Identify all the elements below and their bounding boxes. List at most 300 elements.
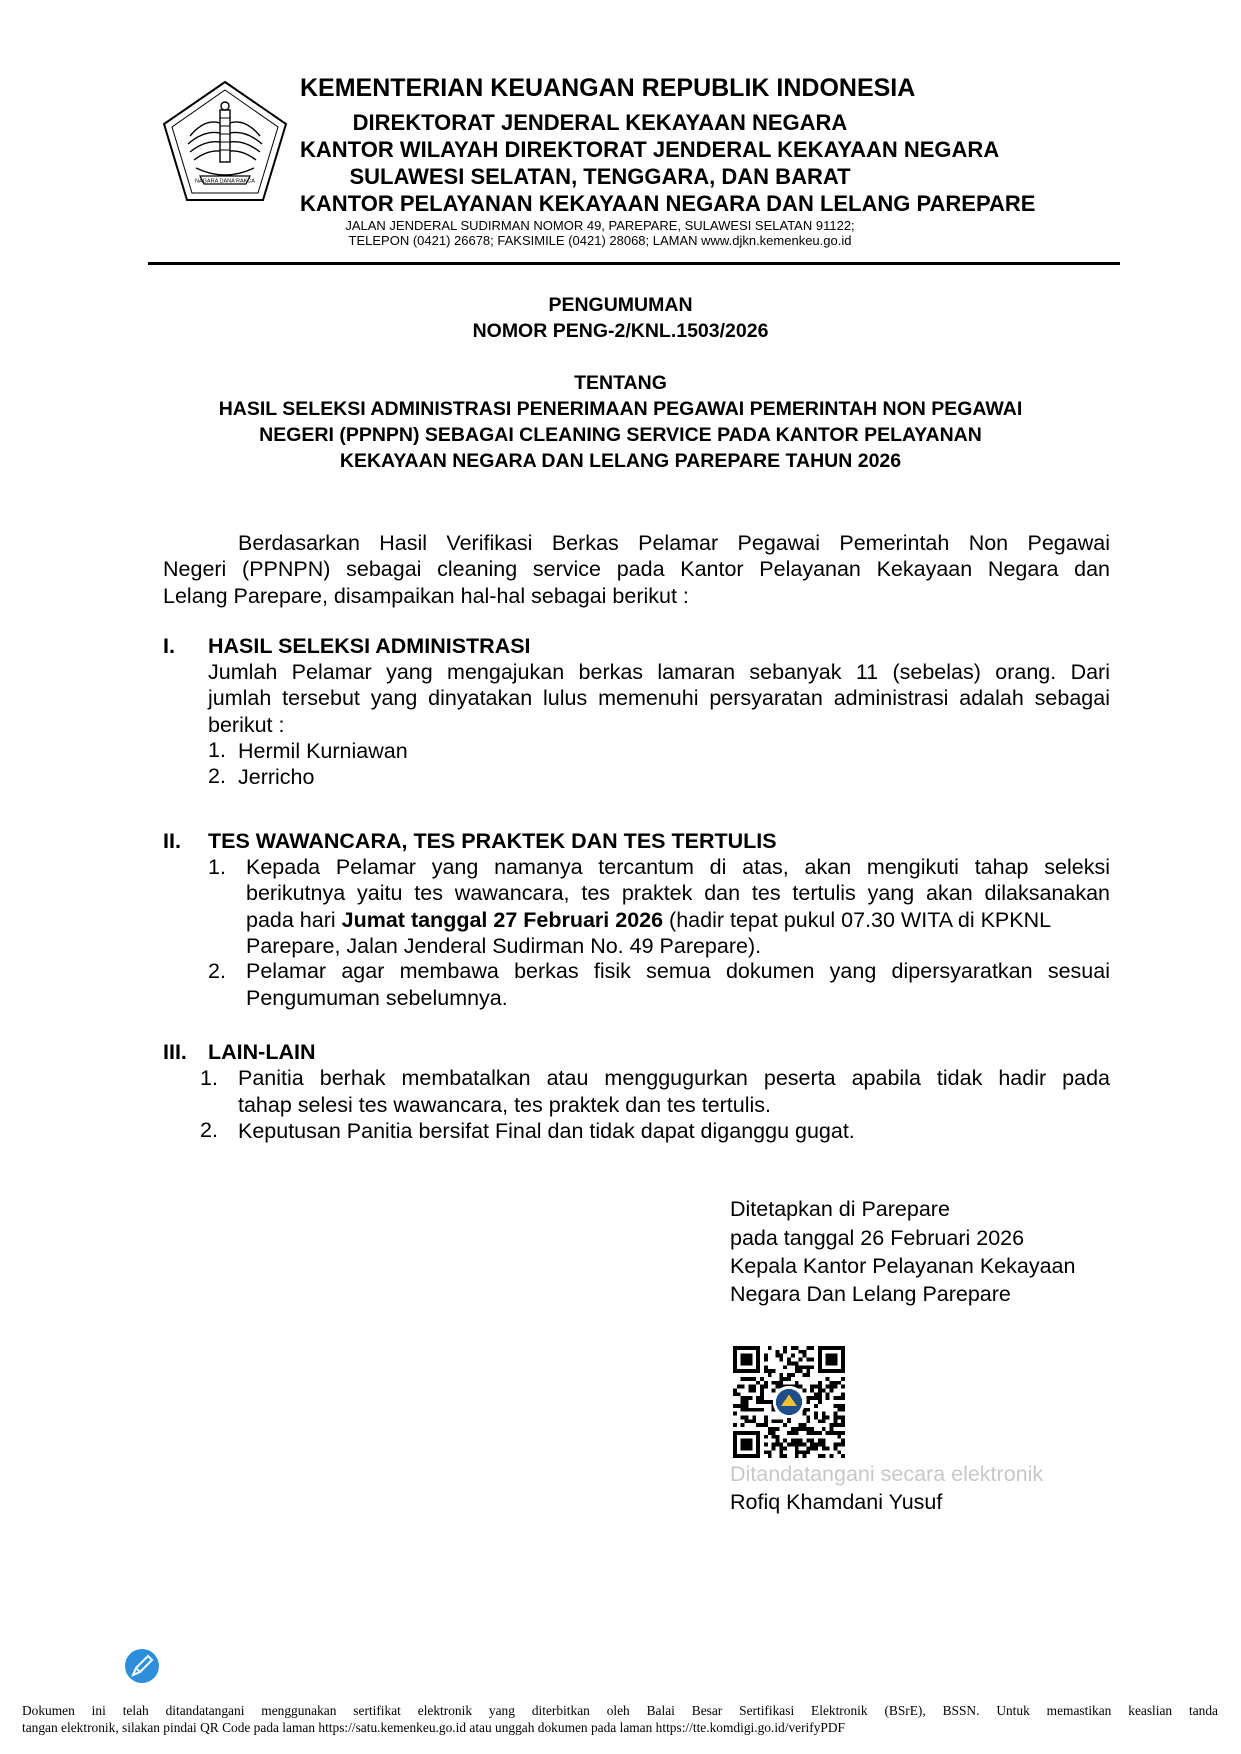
- qr-module: [814, 1416, 818, 1420]
- qr-module: [795, 1439, 799, 1443]
- qr-module: [764, 1354, 768, 1358]
- qr-module: [764, 1369, 768, 1373]
- qr-module: [791, 1431, 795, 1435]
- qr-module: [826, 1377, 830, 1381]
- qr-module: [760, 1400, 764, 1404]
- qr-module: [841, 1431, 845, 1435]
- qr-module: [803, 1365, 807, 1369]
- qr-module: [752, 1388, 756, 1392]
- qr-module: [772, 1446, 776, 1450]
- qr-module: [741, 1416, 745, 1420]
- qr-module: [733, 1412, 737, 1416]
- text-run: (hadir tepat pukul 07.30 WITA di KPKNL: [663, 908, 1052, 932]
- qr-module: [795, 1446, 799, 1450]
- qr-module: [841, 1408, 845, 1412]
- qr-module: [806, 1431, 810, 1435]
- qr-module: [791, 1354, 795, 1358]
- qr-module: [764, 1419, 768, 1423]
- qr-module: [779, 1446, 783, 1450]
- qr-module: [818, 1381, 822, 1385]
- qr-module: [822, 1416, 826, 1420]
- qr-module: [741, 1423, 745, 1427]
- qr-module: [810, 1439, 814, 1443]
- qr-module: [830, 1381, 834, 1385]
- qr-module: [841, 1385, 845, 1389]
- qr-module: [748, 1396, 752, 1400]
- signature-place: Ditetapkan di Parepare: [730, 1197, 950, 1221]
- list-number: 1.: [208, 855, 226, 879]
- qr-module: [818, 1396, 822, 1400]
- qr-module: [799, 1423, 803, 1427]
- qr-module: [779, 1354, 783, 1358]
- intro-line: Lelang Parepare, disampaikan hal-hal sebagai berikut :: [163, 584, 689, 608]
- qr-module: [752, 1416, 756, 1420]
- qr-module: [799, 1358, 803, 1362]
- qr-module: [822, 1419, 826, 1423]
- qr-module: [779, 1419, 783, 1423]
- qr-module: [795, 1427, 799, 1431]
- qr-module: [745, 1416, 749, 1420]
- qr-module: [822, 1446, 826, 1450]
- qr-module: [795, 1346, 799, 1350]
- qr-module: [779, 1450, 783, 1454]
- qr-module: [818, 1431, 822, 1435]
- qr-module: [826, 1431, 830, 1435]
- section2-item-line: Parepare, Jalan Jenderal Sudirman No. 49 Parepare).: [246, 934, 762, 958]
- qr-module: [833, 1446, 837, 1450]
- qr-module: [787, 1443, 791, 1447]
- letterhead-divider: [148, 262, 1120, 265]
- regional-office: KANTOR WILAYAH DIREKTORAT JENDERAL KEKAYAAN NEGARA: [300, 137, 1000, 162]
- qr-module: [833, 1443, 837, 1447]
- qr-module: [756, 1423, 760, 1427]
- qr-module: [806, 1369, 810, 1373]
- qr-module: [814, 1392, 818, 1396]
- qr-module: [752, 1408, 756, 1412]
- qr-module: [764, 1400, 768, 1404]
- qr-module: [822, 1443, 826, 1447]
- qr-module: [837, 1404, 841, 1408]
- qr-module: [833, 1416, 837, 1420]
- qr-module: [741, 1385, 745, 1389]
- qr-module: [841, 1396, 845, 1400]
- qr-module: [837, 1435, 841, 1439]
- qr-module: [814, 1443, 818, 1447]
- qr-module: [810, 1396, 814, 1400]
- qr-module: [783, 1377, 787, 1381]
- qr-module: [833, 1412, 837, 1416]
- qr-module: [787, 1361, 791, 1365]
- qr-module: [756, 1396, 760, 1400]
- qr-module: [841, 1416, 845, 1420]
- qr-module: [818, 1439, 822, 1443]
- qr-module: [764, 1423, 768, 1427]
- qr-module: [810, 1358, 814, 1362]
- qr-module: [803, 1350, 807, 1354]
- qr-module: [787, 1419, 791, 1423]
- qr-module: [764, 1385, 768, 1389]
- qr-module: [803, 1450, 807, 1454]
- ministry-name: KEMENTERIAN KEUANGAN REPUBLIK INDONESIA: [300, 74, 916, 102]
- qr-module: [830, 1431, 834, 1435]
- qr-module: [760, 1396, 764, 1400]
- qr-module: [787, 1377, 791, 1381]
- qr-module: [799, 1427, 803, 1431]
- qr-module: [741, 1408, 745, 1412]
- qr-module: [837, 1431, 841, 1435]
- qr-module: [837, 1408, 841, 1412]
- qr-module: [833, 1385, 837, 1389]
- qr-module: [803, 1443, 807, 1447]
- qr-module: [775, 1439, 779, 1443]
- qr-module: [760, 1392, 764, 1396]
- qr-module: [830, 1385, 834, 1389]
- qr-module: [795, 1365, 799, 1369]
- signature-date: pada tanggal 26 Februari 2026: [730, 1226, 1025, 1250]
- qr-module: [806, 1439, 810, 1443]
- qr-module: [837, 1396, 841, 1400]
- qr-module: [814, 1431, 818, 1435]
- qr-module: [833, 1431, 837, 1435]
- qr-module: [814, 1385, 818, 1389]
- qr-module: [837, 1416, 841, 1420]
- qr-module: [803, 1373, 807, 1377]
- qr-module: [756, 1400, 760, 1404]
- qr-module: [818, 1454, 822, 1458]
- qr-module: [741, 1377, 745, 1381]
- qr-module: [806, 1396, 810, 1400]
- qr-module: [806, 1419, 810, 1423]
- section-title: TES WAWANCARA, TES PRAKTEK DAN TES TERTULIS: [208, 829, 777, 853]
- announcement-subject-line: KEKAYAAN NEGARA DAN LELANG PAREPARE TAHUN 2026: [339, 450, 902, 472]
- section3-item-line: tahap selesi tes wawancara, tes praktek dan tes tertulis.: [238, 1093, 771, 1117]
- qr-module: [806, 1450, 810, 1454]
- qr-module: [826, 1392, 830, 1396]
- qr-module: [841, 1404, 845, 1408]
- text-run: pada hari: [246, 908, 342, 932]
- qr-module: [841, 1423, 845, 1427]
- qr-module: [806, 1416, 810, 1420]
- signer-position: Kepala Kantor Pelayanan Kekayaan: [730, 1254, 1076, 1278]
- qr-module: [803, 1388, 807, 1392]
- qr-module: [803, 1423, 807, 1427]
- qr-module: [748, 1377, 752, 1381]
- office-address: JALAN JENDERAL SUDIRMAN NOMOR 49, PAREPARE, SULAWESI SELATAN 91122;: [345, 218, 855, 233]
- qr-module: [741, 1396, 745, 1400]
- qr-module: [768, 1450, 772, 1454]
- list-number: 1.: [200, 1066, 218, 1090]
- qr-module: [779, 1381, 783, 1385]
- qr-module: [841, 1439, 845, 1443]
- qr-module: [760, 1385, 764, 1389]
- qr-module: [779, 1454, 783, 1458]
- intro-line: Berdasarkan Hasil Verifikasi Berkas Pelamar Pegawai Pemerintah Non Pegawai: [238, 531, 1110, 555]
- qr-module: [841, 1419, 845, 1423]
- qr-module: [799, 1385, 803, 1389]
- qr-module: [764, 1365, 768, 1369]
- qr-module: [745, 1408, 749, 1412]
- svg-text:NAGARA DANA RAKCA: NAGARA DANA RAKCA: [195, 178, 255, 185]
- qr-module: [779, 1443, 783, 1447]
- list-number: 2.: [200, 1118, 218, 1142]
- qr-module: [737, 1385, 741, 1389]
- qr-module: [772, 1431, 776, 1435]
- qr-module: [772, 1388, 776, 1392]
- section2-item-line-date: [246, 907, 1051, 933]
- qr-module: [768, 1427, 772, 1431]
- qr-module: [833, 1381, 837, 1385]
- qr-module: [772, 1381, 776, 1385]
- qr-module: [779, 1358, 783, 1362]
- qr-module: [775, 1350, 779, 1354]
- qr-module: [768, 1400, 772, 1404]
- qr-module: [826, 1396, 830, 1400]
- qr-module: [737, 1392, 741, 1396]
- qr-module: [772, 1427, 776, 1431]
- section3-item-line: Panitia berhak membatalkan atau menggugurkan peserta apabila tidak hadir pada: [238, 1066, 1110, 1090]
- kemenkeu-emblem-logo: [160, 78, 290, 206]
- qr-module: [787, 1358, 791, 1362]
- qr-module: [748, 1419, 752, 1423]
- qr-module: [741, 1400, 745, 1404]
- qr-module: [799, 1365, 803, 1369]
- qr-module: [783, 1446, 787, 1450]
- footer-verification-line: tangan elektronik, silakan pindai QR Code pada laman https://satu.kemenkeu.go.id atau unggah dokumen pada laman https://tte.komdigi.go.id/verifyPDF: [22, 1720, 845, 1735]
- qr-module: [806, 1446, 810, 1450]
- qr-module: [764, 1381, 768, 1385]
- qr-module: [822, 1427, 826, 1431]
- qr-module: [830, 1423, 834, 1427]
- qr-module: [818, 1419, 822, 1423]
- qr-module: [745, 1404, 749, 1408]
- qr-module: [833, 1423, 837, 1427]
- section2-item-line: berikutnya yaitu tes wawancara, tes praktek dan tes tertulis yang akan dilaksanakan: [246, 881, 1110, 905]
- qr-module: [810, 1431, 814, 1435]
- qr-module: [814, 1446, 818, 1450]
- qr-module: [810, 1443, 814, 1447]
- section1-text-line: Jumlah Pelamar yang mengajukan berkas lamaran sebanyak 11 (sebelas) orang. Dari: [208, 660, 1110, 684]
- qr-module: [733, 1404, 737, 1408]
- qr-module: [795, 1381, 799, 1385]
- section1-text-line: jumlah tersebut yang dinyatakan lulus memenuhi persyaratan administrasi adalah sebagai: [208, 686, 1110, 710]
- qr-module: [775, 1354, 779, 1358]
- qr-module: [764, 1358, 768, 1362]
- qr-module: [783, 1365, 787, 1369]
- office-name: KANTOR PELAYANAN KEKAYAAN NEGARA DAN LELANG PAREPARE: [300, 191, 1036, 216]
- qr-module: [745, 1400, 749, 1404]
- section-number: II.: [163, 829, 181, 853]
- qr-module: [841, 1443, 845, 1447]
- qr-module: [826, 1446, 830, 1450]
- qr-module: [806, 1365, 810, 1369]
- region-name: SULAWESI SELATAN, TENGGARA, DAN BARAT: [349, 164, 851, 189]
- qr-module: [818, 1388, 822, 1392]
- qr-module: [752, 1385, 756, 1389]
- qr-module: [748, 1408, 752, 1412]
- qr-module: [795, 1443, 799, 1447]
- section2-item-line: Kepada Pelamar yang namanya tercantum di atas, akan mengikuti tahap seleksi: [246, 855, 1110, 879]
- qr-module: [760, 1388, 764, 1392]
- electronic-signature-note: Ditandatangani secara elektronik: [730, 1462, 1044, 1486]
- qr-module: [783, 1454, 787, 1458]
- announcement-number: NOMOR PENG-2/KNL.1503/2026: [472, 320, 769, 342]
- qr-module: [814, 1412, 818, 1416]
- qr-module: [748, 1385, 752, 1389]
- qr-module: [795, 1431, 799, 1435]
- qr-code[interactable]: [733, 1346, 845, 1458]
- qr-module: [733, 1423, 737, 1427]
- qr-module: [810, 1446, 814, 1450]
- list-number: 1.: [208, 738, 226, 762]
- qr-module: [760, 1408, 764, 1412]
- qr-module: [806, 1358, 810, 1362]
- qr-module: [810, 1388, 814, 1392]
- qr-module: [791, 1439, 795, 1443]
- qr-module: [803, 1454, 807, 1458]
- qr-module: [772, 1435, 776, 1439]
- qr-module: [764, 1435, 768, 1439]
- applicant-name: Hermil Kurniawan: [238, 739, 408, 763]
- section-number: III.: [163, 1040, 187, 1064]
- qr-module: [752, 1377, 756, 1381]
- qr-module: [733, 1392, 737, 1396]
- qr-module: [830, 1388, 834, 1392]
- qr-module: [764, 1443, 768, 1447]
- qr-module: [752, 1419, 756, 1423]
- intro-line: Negeri (PPNPN) sebagai cleaning service pada Kantor Pelayanan Kekayaan Negara dan: [163, 557, 1110, 581]
- qr-module: [791, 1427, 795, 1431]
- test-date-bold: Jumat tanggal 27 Februari 2026: [341, 908, 664, 932]
- qr-module: [772, 1443, 776, 1447]
- qr-module: [768, 1369, 772, 1373]
- qr-module: [745, 1396, 749, 1400]
- qr-module: [810, 1346, 814, 1350]
- qr-module: [775, 1427, 779, 1431]
- qr-module: [837, 1450, 841, 1454]
- qr-module: [822, 1454, 826, 1458]
- section2-item-line: Pelamar agar membawa berkas fisik semua dokumen yang dipersyaratkan sesuai: [246, 959, 1110, 983]
- bsre-pen-icon: [124, 1648, 160, 1684]
- qr-module: [791, 1443, 795, 1447]
- qr-module: [779, 1373, 783, 1377]
- qr-module: [810, 1385, 814, 1389]
- qr-module: [806, 1373, 810, 1377]
- qr-module: [841, 1377, 845, 1381]
- qr-module: [768, 1373, 772, 1377]
- qr-module: [775, 1385, 779, 1389]
- section-title: LAIN-LAIN: [208, 1040, 316, 1064]
- qr-module: [772, 1419, 776, 1423]
- qr-module: [841, 1454, 845, 1458]
- qr-module: [814, 1404, 818, 1408]
- qr-module: [783, 1439, 787, 1443]
- qr-module: [806, 1400, 810, 1404]
- section-number: I.: [163, 634, 175, 658]
- qr-module: [799, 1450, 803, 1454]
- qr-module: [741, 1404, 745, 1408]
- qr-module: [837, 1443, 841, 1447]
- qr-module: [799, 1350, 803, 1354]
- qr-module: [756, 1408, 760, 1412]
- qr-module: [764, 1450, 768, 1454]
- section1-text-line: berikut :: [208, 713, 285, 737]
- qr-module: [799, 1369, 803, 1373]
- directorate-general: DIREKTORAT JENDERAL KEKAYAAN NEGARA: [352, 110, 848, 135]
- qr-module: [783, 1346, 787, 1350]
- qr-module: [803, 1412, 807, 1416]
- qr-module: [768, 1346, 772, 1350]
- qr-module: [775, 1443, 779, 1447]
- qr-module: [810, 1365, 814, 1369]
- qr-module: [764, 1416, 768, 1420]
- qr-module: [787, 1431, 791, 1435]
- qr-module: [760, 1377, 764, 1381]
- qr-module: [806, 1427, 810, 1431]
- qr-module: [791, 1361, 795, 1365]
- qr-module: [775, 1419, 779, 1423]
- announcement-about: TENTANG: [574, 372, 667, 394]
- qr-module: [760, 1423, 764, 1427]
- qr-module: [818, 1400, 822, 1404]
- list-number: 2.: [208, 959, 226, 983]
- qr-module: [779, 1377, 783, 1381]
- qr-module: [833, 1396, 837, 1400]
- applicant-name: Jerricho: [238, 765, 315, 789]
- qr-module: [810, 1427, 814, 1431]
- qr-module: [837, 1423, 841, 1427]
- signer-name: Rofiq Khamdani Yusuf: [730, 1490, 943, 1514]
- qr-module: [803, 1354, 807, 1358]
- section2-item-line: Pengumuman sebelumnya.: [246, 986, 508, 1010]
- qr-module: [841, 1392, 845, 1396]
- announcement-subject-line: NEGERI (PPNPN) SEBAGAI CLEANING SERVICE PADA KANTOR PELAYANAN: [259, 424, 982, 446]
- office-contact: TELEPON (0421) 26678; FAKSIMILE (0421) 28068; LAMAN www.djkn.kemenkeu.go.id: [348, 233, 852, 248]
- qr-module: [783, 1423, 787, 1427]
- section-title: HASIL SELEKSI ADMINISTRASI: [208, 634, 531, 658]
- qr-module: [818, 1385, 822, 1389]
- qr-module: [748, 1388, 752, 1392]
- qr-module: [745, 1419, 749, 1423]
- qr-module: [737, 1404, 741, 1408]
- qr-module: [818, 1443, 822, 1447]
- qr-module: [830, 1427, 834, 1431]
- qr-module: [814, 1396, 818, 1400]
- announcement-subject-line: HASIL SELEKSI ADMINISTRASI PENERIMAAN PEGAWAI PEMERINTAH NON PEGAWAI: [218, 398, 1023, 420]
- qr-module: [833, 1419, 837, 1423]
- qr-module: [795, 1361, 799, 1365]
- qr-module: [795, 1454, 799, 1458]
- qr-module: [768, 1454, 772, 1458]
- qr-module: [768, 1431, 772, 1435]
- section3-item-line: Keputusan Panitia bersifat Final dan tidak dapat diganggu gugat.: [238, 1119, 855, 1143]
- qr-module: [818, 1392, 822, 1396]
- qr-module: [826, 1416, 830, 1420]
- qr-module: [756, 1381, 760, 1385]
- qr-module: [806, 1346, 810, 1350]
- qr-module: [822, 1412, 826, 1416]
- qr-module: [803, 1427, 807, 1431]
- signer-position: Negara Dan Lelang Parepare: [730, 1282, 1011, 1306]
- qr-module: [837, 1381, 841, 1385]
- qr-module: [795, 1450, 799, 1454]
- qr-module: [795, 1369, 799, 1373]
- qr-module: [787, 1373, 791, 1377]
- qr-module: [822, 1388, 826, 1392]
- announcement-label: PENGUMUMAN: [548, 294, 693, 316]
- qr-module: [775, 1435, 779, 1439]
- qr-module: [791, 1373, 795, 1377]
- footer-verification-line: Dokumen ini telah ditandatangani menggunakan sertifikat elektronik yang diterbitkan oleh Balai Besar Sertifikasi Elektronik (BSrE), BSSN. Untuk memastikan keaslian tanda: [22, 1703, 1218, 1718]
